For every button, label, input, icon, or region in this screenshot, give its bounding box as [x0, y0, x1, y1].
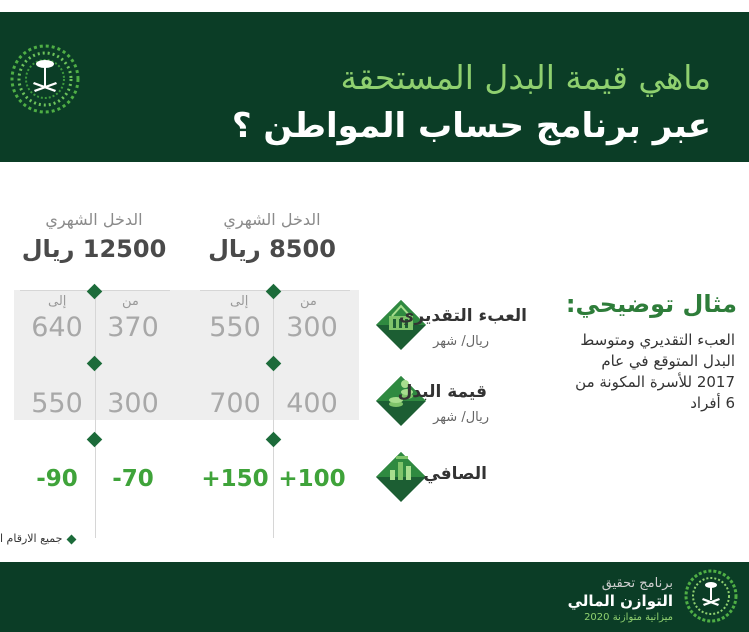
- net-from-value: +100: [278, 466, 346, 492]
- to-label: إلى: [230, 294, 249, 309]
- bar-chart-icon: [374, 450, 428, 504]
- allowance-to-value: 550: [31, 388, 83, 419]
- burden-to-value: 550: [209, 312, 261, 343]
- income-label: الدخل الشهري: [223, 210, 321, 229]
- from-label: من: [300, 294, 317, 309]
- diamond-marker: [266, 432, 282, 448]
- from-label: من: [122, 294, 139, 309]
- income-value: 8500 ريال: [208, 235, 336, 263]
- divider: [95, 298, 96, 538]
- allowance-from-value: 400: [286, 388, 338, 419]
- column-12500-header: [14, 210, 174, 263]
- allowance-label: قيمة البدل: [397, 382, 487, 402]
- example-title: مثال توضيحي:: [565, 290, 737, 318]
- allowance-to-value: 700: [209, 388, 261, 419]
- title-line-2: عبر برنامج حساب المواطن ؟: [231, 106, 711, 146]
- title-line-1: ماهي قيمة البدل المستحقة: [340, 58, 711, 97]
- burden-label: العبء التقديري: [398, 306, 527, 326]
- allowance-unit: ريال/ شهر: [433, 410, 489, 425]
- net-to-value: -90: [36, 466, 78, 492]
- net-from-value: -70: [112, 466, 154, 492]
- burden-to-value: 640: [31, 312, 83, 343]
- net-to-value: +150: [201, 466, 269, 492]
- diamond-marker: [87, 432, 103, 448]
- column-8500-header: [192, 210, 352, 263]
- divider: [273, 298, 274, 538]
- allowance-from-value: 300: [107, 388, 159, 419]
- income-label: الدخل الشهري: [45, 210, 143, 229]
- footer-program-name: التوازن المالي: [567, 592, 673, 610]
- fiscal-balance-logo-icon: [683, 568, 739, 624]
- top-margin: [0, 0, 749, 12]
- burden-from-value: 370: [107, 312, 159, 343]
- example-text: العبء التقديري ومتوسط البدل المتوقع في عام 2017 للأسرة المكونة من 6 أفراد: [575, 331, 735, 412]
- footer-banner: [0, 562, 749, 632]
- footnote: جميع الارقام ا: [0, 532, 63, 545]
- to-label: إلى: [48, 294, 67, 309]
- footer-slogan: ميزانية متوازنة 2020: [584, 612, 673, 623]
- net-label: الصافي: [423, 464, 487, 484]
- burden-unit: ريال/ شهر: [433, 334, 489, 349]
- burden-from-value: 300: [286, 312, 338, 343]
- saudi-emblem-icon: [8, 42, 82, 116]
- main-content: [0, 162, 749, 558]
- footer-program-line: برنامج تحقيق: [601, 576, 673, 591]
- income-value: 12500 ريال: [21, 235, 167, 263]
